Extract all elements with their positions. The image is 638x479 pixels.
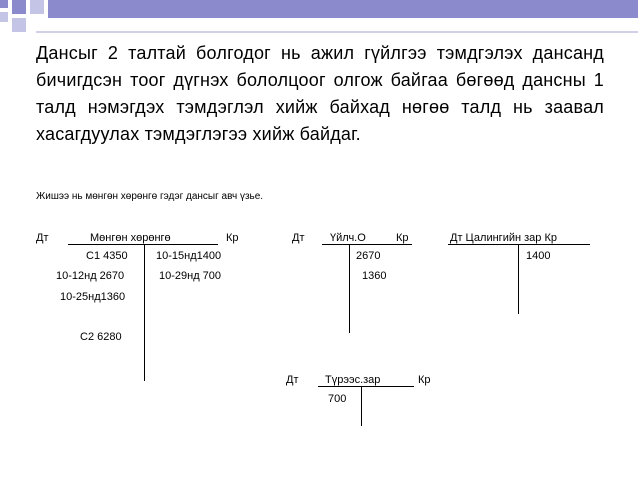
cash-t-horizontal [68, 244, 218, 245]
expenses-account-title: Түрээс.зар [325, 374, 381, 386]
cash-closing-balance: С2 6280 [80, 331, 122, 343]
body-paragraph: Дансыг 2 талтай болгодог нь ажил гүйлгээ тэмдгэлэх дансанд бичигдсэн тоог дүгнэх бололцоог олгож байгаа бөгөөд дансны 1 талд нэмэгдэх тэмдэглэл хийж байхад нөгөө талд нь заавал хасагдуулах тэмдэглэгээ хийж байдаг. [36, 43, 604, 144]
salary-credit-entry: 1400 [526, 250, 551, 262]
production-dt-label: Дт [292, 232, 305, 244]
cash-credit-entry: 10-29нд 700 [159, 270, 222, 282]
production-t-horizontal [322, 244, 412, 245]
header-decoration [0, 0, 638, 38]
salary-account-header: Дт Цалингийн зар Кр [450, 232, 557, 244]
production-t-vertical [349, 244, 350, 333]
expenses-kr-label: Кр [418, 374, 431, 386]
salary-t-horizontal [448, 244, 590, 245]
cash-opening-balance: С1 4350 [86, 250, 128, 262]
production-debit-entry: 1360 [362, 270, 387, 282]
production-account-title: Үйлч.О [330, 232, 366, 244]
salary-t-vertical [518, 244, 519, 314]
cash-kr-label: Кр [226, 232, 239, 244]
cash-dt-label: Дт [36, 232, 49, 244]
header-rule [36, 31, 638, 33]
expenses-dt-label: Дт [286, 374, 299, 386]
cash-debit-entry: 10-12нд 2670 [56, 270, 125, 282]
expenses-t-vertical [361, 386, 362, 426]
example-caption: Жишээ нь мөнгөн хөрөнгө гэдэг дансыг авч үзье. [36, 191, 264, 202]
cash-t-vertical [144, 244, 145, 381]
header-bar [48, 0, 638, 18]
expenses-debit-entry: 700 [328, 393, 347, 405]
production-kr-label: Кр [396, 232, 409, 244]
cash-debit-entry: 10-25нд1360 [60, 291, 126, 303]
cash-credit-entry: 10-15нд1400 [156, 250, 222, 262]
production-debit-entry: 2670 [356, 250, 381, 262]
deco-square [30, 0, 44, 14]
deco-square [12, 0, 26, 14]
cash-account-title: Мөнгөн хөрөнгө [90, 232, 171, 244]
expenses-t-horizontal [318, 386, 414, 387]
deco-square [0, 0, 8, 8]
deco-square [12, 18, 26, 32]
deco-square [0, 12, 8, 22]
